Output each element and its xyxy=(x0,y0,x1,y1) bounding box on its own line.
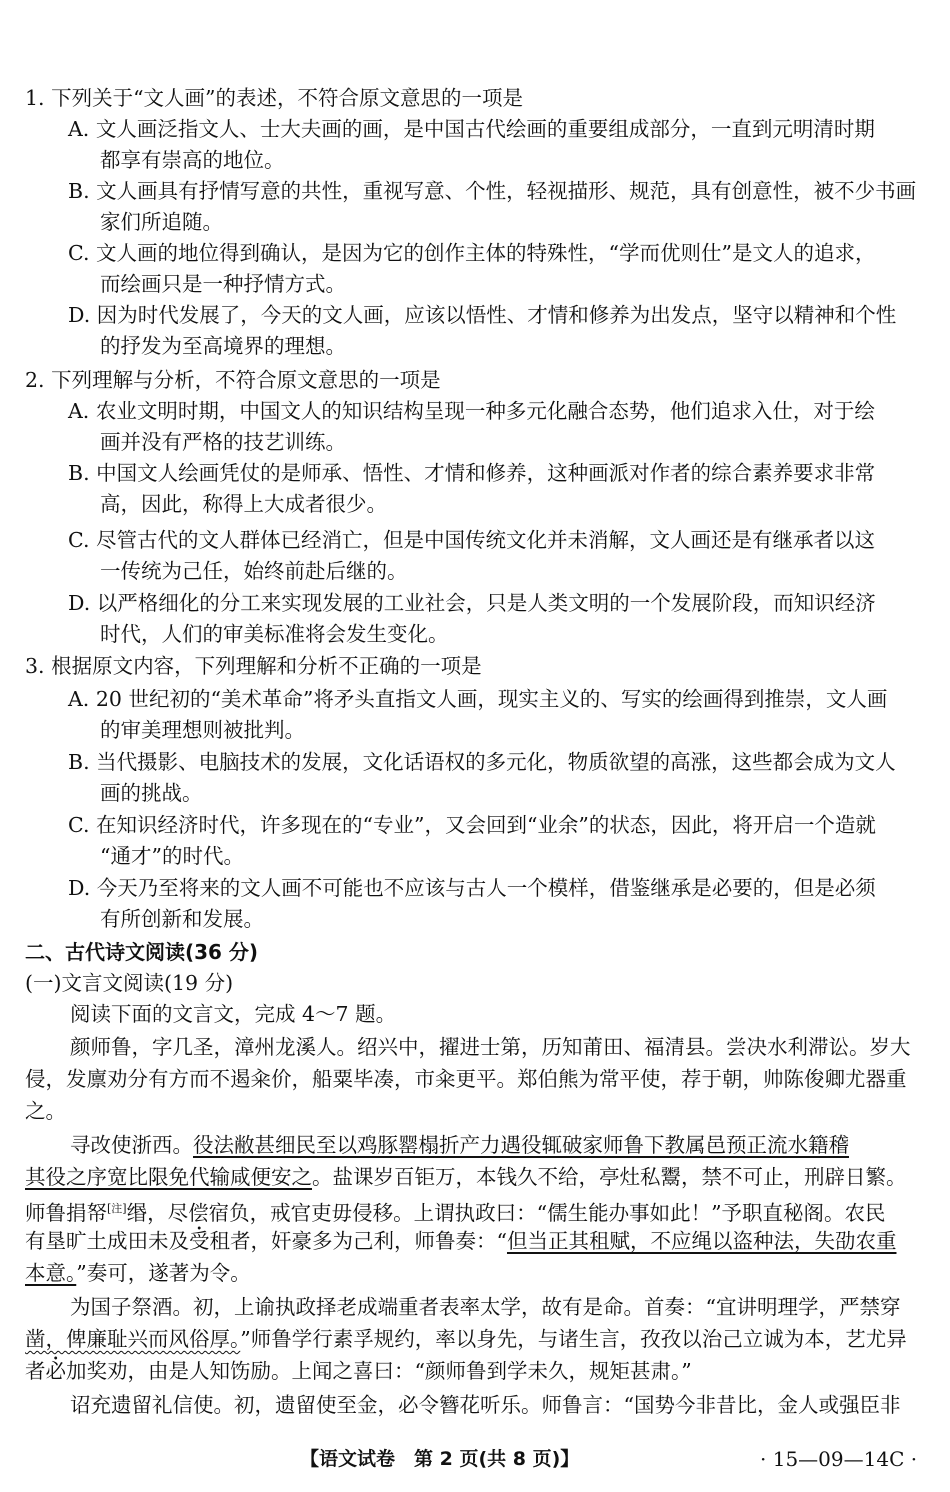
passage-p3-line3 xyxy=(25,1356,692,1386)
q1-option-d: D. 因为时代发展了，今天的文人画，应该以悟性、才情和修养为出发点，坚守以精神和个性 xyxy=(68,303,897,327)
q1-option-a: A. 文人画泛指文人、士大夫画的画，是中国古代绘画的重要组成部分，一直到元明清时期 xyxy=(68,117,875,141)
q1-stem: 1. 下列关于“文人画”的表述，不符合原文意思的一项是 xyxy=(25,86,524,110)
passage-p1-line2: 侵，发廪劝分有方而不遏籴价，船粟毕凑，市籴更平。郑伯熊为常平使，荐于朝，帅陈俊卿尤器重 xyxy=(25,1067,907,1091)
emphasis-dot-char: 必 xyxy=(45,1359,66,1383)
text: 。盐课岁百钜万，本钱久不给，亭灶私鬻，禁不可止，刑辟日繁。 xyxy=(312,1165,907,1189)
q1-option-a-cont: 都享有崇高的地位。 xyxy=(100,148,285,172)
q1-option-c-cont: 而绘画只是一种抒情方式。 xyxy=(100,272,346,296)
q3-option-b-cont: 画的挑战。 xyxy=(100,781,203,805)
passage-p3-line1: 为国子祭酒。初，上谕执政择老成端重者表率太学，故有是命。首奏：“宜讲明理学，严禁穿 xyxy=(70,1295,901,1319)
q1-option-b-cont: 家们所追随。 xyxy=(100,210,223,234)
text: 帑 xyxy=(86,1200,107,1225)
q3-stem: 3. 根据原文内容，下列理解和分析不正确的一项是 xyxy=(25,654,482,678)
passage-p3-line2 xyxy=(25,1324,907,1354)
passage-p2-line2 xyxy=(25,1162,907,1192)
underlined-sentence: 役法敝甚细民至以鸡豚罂榻折产力遇役辄破家师鲁下教属邑预正流水籍稽 xyxy=(193,1133,849,1157)
q2-option-d: D. 以严格细化的分工来实现发展的工业社会，只是人类文明的一个发展阶段，而知识经济 xyxy=(68,591,876,615)
q1-option-c: C. 文人画的地位得到确认，是因为它的创作主体的特殊性，“学而优则仕”是文人的追求， xyxy=(68,241,876,265)
underlined-sentence-2-cont: 本意。 xyxy=(25,1261,77,1285)
passage-p2-line3 xyxy=(25,1194,886,1228)
q2-option-c: C. 尽管古代的文人群体已经消亡，但是中国传统文化并未消解，文人画还是有继承者以这 xyxy=(68,528,875,552)
passage-p2-line1 xyxy=(70,1130,849,1160)
text: 租者，奸豪多为己利，师鲁奏：“ xyxy=(209,1229,507,1253)
q1-option-b: B. 文人画具有抒情写意的共性，重视写意、个性，轻视描形、规范，具有创意性，被不少书画 xyxy=(68,179,917,203)
q3-option-d-cont: 有所创新和发展。 xyxy=(100,907,264,931)
text: 捐 xyxy=(66,1200,87,1225)
q3-option-c-cont: “通才”的时代。 xyxy=(100,844,244,868)
q2-option-b: B. 中国文人绘画凭仗的是师承、悟性、才情和修养，这种画派对作者的综合素养要求非常 xyxy=(68,461,876,485)
passage-p1-line1: 颜师鲁，字几圣，漳州龙溪人。绍兴中，擢进士第，历知莆田、福清县。尝决水利滞讼。岁大 xyxy=(70,1035,911,1059)
q3-option-a-cont: 的审美理想则被批判。 xyxy=(100,718,305,742)
subsection-heading: (一)文言文阅读(19 分) xyxy=(25,971,234,995)
q2-option-b-cont: 高，因此，称得上大成者很少。 xyxy=(100,492,387,516)
text: 有垦旷土成田未及 xyxy=(25,1229,189,1253)
text: ”奏可，遂著为令。 xyxy=(76,1261,251,1285)
page-footer: 【语文试卷 第 2 页(共 8 页)】 xyxy=(300,1448,580,1470)
text: 者 xyxy=(25,1359,46,1383)
passage-p1-line3: 之。 xyxy=(25,1099,66,1123)
q3-option-a: A. 20 世纪初的“美术革命”将矛头直指文人画，现实主义的、写实的绘画得到推崇，文人画 xyxy=(68,687,888,711)
annotation-marker: [注] xyxy=(107,1202,127,1215)
q3-option-c: C. 在知识经济时代，许多现在的“专业”，又会回到“业余”的状态，因此，将开启一个造就 xyxy=(68,813,876,837)
underlined-sentence-cont: 其役之序宽比限免代输咸便安之 xyxy=(25,1165,312,1189)
text: 缗，尽偿宿负，戒官吏毋侵移。上谓执政曰：“儒生能办事如此！”予职直秘阁。农民 xyxy=(126,1200,886,1225)
section-heading: 二、古代诗文阅读(36 分) xyxy=(25,940,259,964)
q2-option-c-cont: 一传统为己任，始终前赴后继的。 xyxy=(100,559,408,583)
q2-option-a-cont: 画并没有严格的技艺训练。 xyxy=(100,430,346,454)
q1-option-d-cont: 的抒发为至高境界的理想。 xyxy=(100,334,346,358)
q2-option-d-cont: 时代，人们的审美标准将会发生变化。 xyxy=(100,622,449,646)
wavy-underlined-text: 凿，俾廉耻兴而风俗厚。 xyxy=(25,1327,241,1351)
passage-p4-line1: 诏充遗留礼信使。初，遗留使至金，必令簪花听乐。师鲁言：“国势今非昔比，金人或强臣非 xyxy=(70,1393,901,1417)
passage-p2-line5 xyxy=(25,1258,251,1288)
q3-option-b: B. 当代摄影、电脑技术的发展，文化话语权的多元化，物质欲望的高涨，这些都会成为文人 xyxy=(68,750,896,774)
q3-option-d: D. 今天乃至将来的文人画不可能也不应该与古人一个模样，借鉴继承是必要的，但是必须 xyxy=(68,876,876,900)
text: ”师鲁学行素孚规约，率以身先，与诸生言，孜孜以治己立诚为本，艺尤异 xyxy=(240,1327,907,1351)
text: 寻改使浙西。 xyxy=(70,1133,193,1157)
q2-option-a: A. 农业文明时期，中国文人的知识结构呈现一种多元化融合态势，他们追求入仕，对于绘 xyxy=(68,399,875,423)
underlined-sentence-2: 但当正其租赋，不应绳以盗种法，失劭农重 xyxy=(506,1229,897,1253)
passage-p2-line4 xyxy=(25,1226,896,1256)
exam-code: · 15—09—14C · xyxy=(760,1447,918,1471)
emphasis-dot-char: 受 xyxy=(189,1229,210,1253)
text: 加奖劝，由是人知饬励。上闻之喜曰：“颜师鲁到学未久，规矩甚肃。” xyxy=(66,1359,692,1383)
q2-stem: 2. 下列理解与分析，不符合原文意思的一项是 xyxy=(25,368,441,392)
instruction: 阅读下面的文言文，完成 4～7 题。 xyxy=(70,1002,397,1026)
text: 师鲁 xyxy=(25,1200,66,1225)
